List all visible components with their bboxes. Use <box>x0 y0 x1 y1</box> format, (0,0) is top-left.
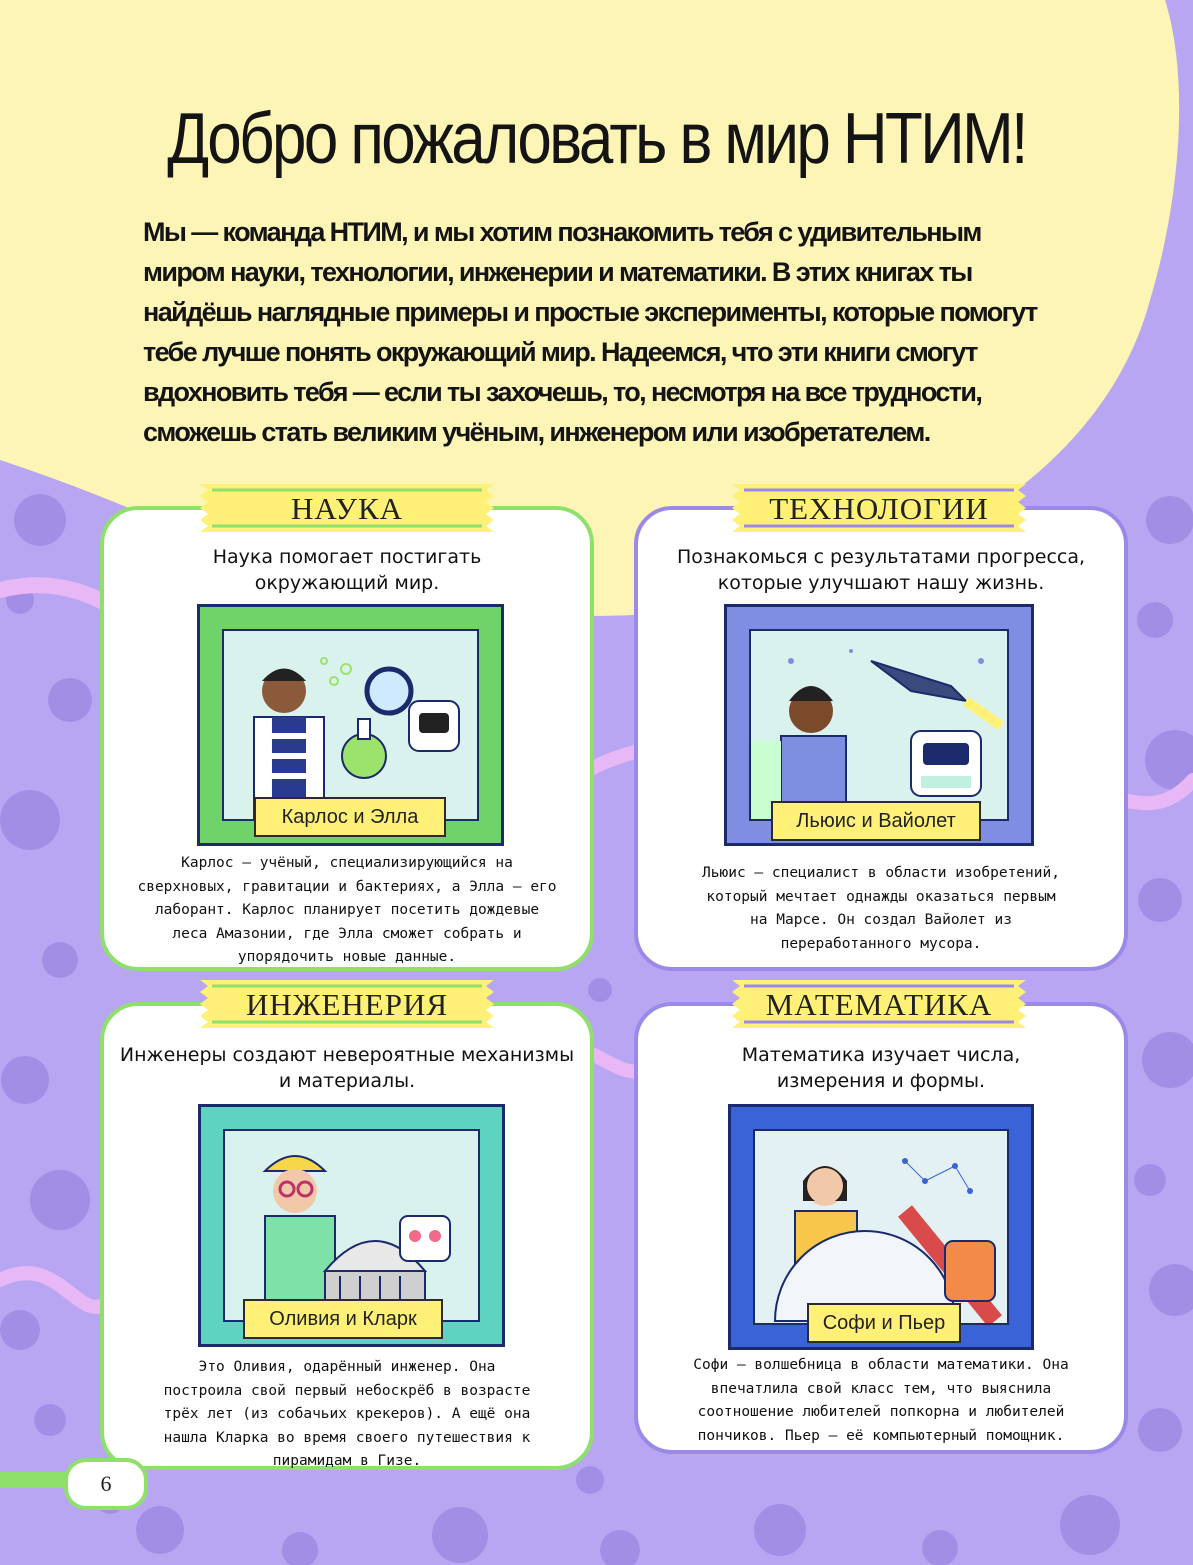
card-math-picture-frame <box>728 1104 1034 1350</box>
page-number: 6 <box>64 1458 148 1510</box>
card-science-picture-frame <box>197 604 504 846</box>
card-science-names: Карлос и Элла <box>254 797 446 837</box>
banner-science-label: НАУКА <box>290 491 404 526</box>
card-science <box>100 506 594 971</box>
card-science-illustration <box>222 629 479 821</box>
card-technology-description: Льюис — специалист в области изобретений, который мечтает однажды оказаться первым на Марсе. Он создал Вайолет из переработанного мусора. <box>702 865 1060 952</box>
card-engineering <box>100 1002 594 1470</box>
card-math <box>634 1002 1128 1454</box>
banner-math-label: МАТЕМАТИКА <box>765 987 993 1022</box>
card-math-names: Софи и Пьер <box>807 1303 961 1343</box>
card-engineering-intro-2: и материалы. <box>278 1070 416 1092</box>
card-technology-names: Льюис и Вайолет <box>771 801 981 841</box>
card-technology-picture-frame <box>724 604 1034 846</box>
card-engineering-intro-1: Инженеры создают невероятные механизмы <box>119 1044 575 1066</box>
banner-engineering-label: ИНЖЕНЕРИЯ <box>245 987 449 1022</box>
card-technology <box>634 506 1128 971</box>
card-technology-intro-2: которые улучшают нашу жизнь. <box>717 572 1045 594</box>
banner-engineering <box>200 980 494 1028</box>
card-engineering-names: Оливия и Кларк <box>243 1299 443 1339</box>
card-engineering-picture-frame <box>198 1104 505 1347</box>
card-math-description: Софи — волшебница в области математики. Она впечатлила свой класс тем, что выяснила соотношение любителей попкорна и любителей пончиков. Пьер — её компьютерный помощник. <box>693 1357 1069 1444</box>
card-math-intro-2: измерения и формы. <box>776 1070 986 1092</box>
card-science-intro-2: окружающий мир. <box>254 572 440 594</box>
card-technology-illustration <box>749 629 1009 821</box>
card-engineering-description: Это Оливия, одарённый инженер. Она построила свой первый небоскрёб в возрасте трёх лет (из собачьих крекеров). А ещё она нашла Кларка во время своего путешествия к пирамидам в Гизе. <box>163 1359 531 1469</box>
banner-technology <box>732 484 1026 532</box>
page-title: Добро пожаловать в мир НТИМ! <box>167 99 1026 179</box>
card-math-illustration <box>753 1129 1009 1325</box>
banner-math <box>732 980 1026 1028</box>
card-engineering-illustration <box>223 1129 480 1322</box>
page-number-bar <box>0 1472 68 1488</box>
intro-paragraph: Мы — команда НТИМ, и мы хотим познакомить тебя с удивительным миром науки, технологии, инженерии и математики. В этих книгах ты найдёшь наглядные примеры и простые эксперименты, которые помогут тебе лучше понять окружающий мир. Надеемся, что эти книги смогут вдохновить тебя — если ты захочешь, то, несмотря на все трудности, сможешь стать великим учёным, инженером или изобретателем. <box>143 217 1037 447</box>
banner-technology-label: ТЕХНОЛОГИИ <box>769 491 989 526</box>
card-science-intro-1: Наука помогает постигать <box>212 546 482 568</box>
banner-science <box>200 484 494 532</box>
card-technology-intro-1: Познакомься с результатами прогресса, <box>676 546 1086 568</box>
card-math-intro-1: Математика изучает числа, <box>741 1044 1021 1066</box>
card-science-description: Карлос — учёный, специализирующийся на сверхновых, гравитации и бактериях, а Элла — его лаборант. Карлос планирует посетить дождевые леса Амазонии, где Элла сможет собрать и упорядочить новые данные. <box>137 855 557 965</box>
